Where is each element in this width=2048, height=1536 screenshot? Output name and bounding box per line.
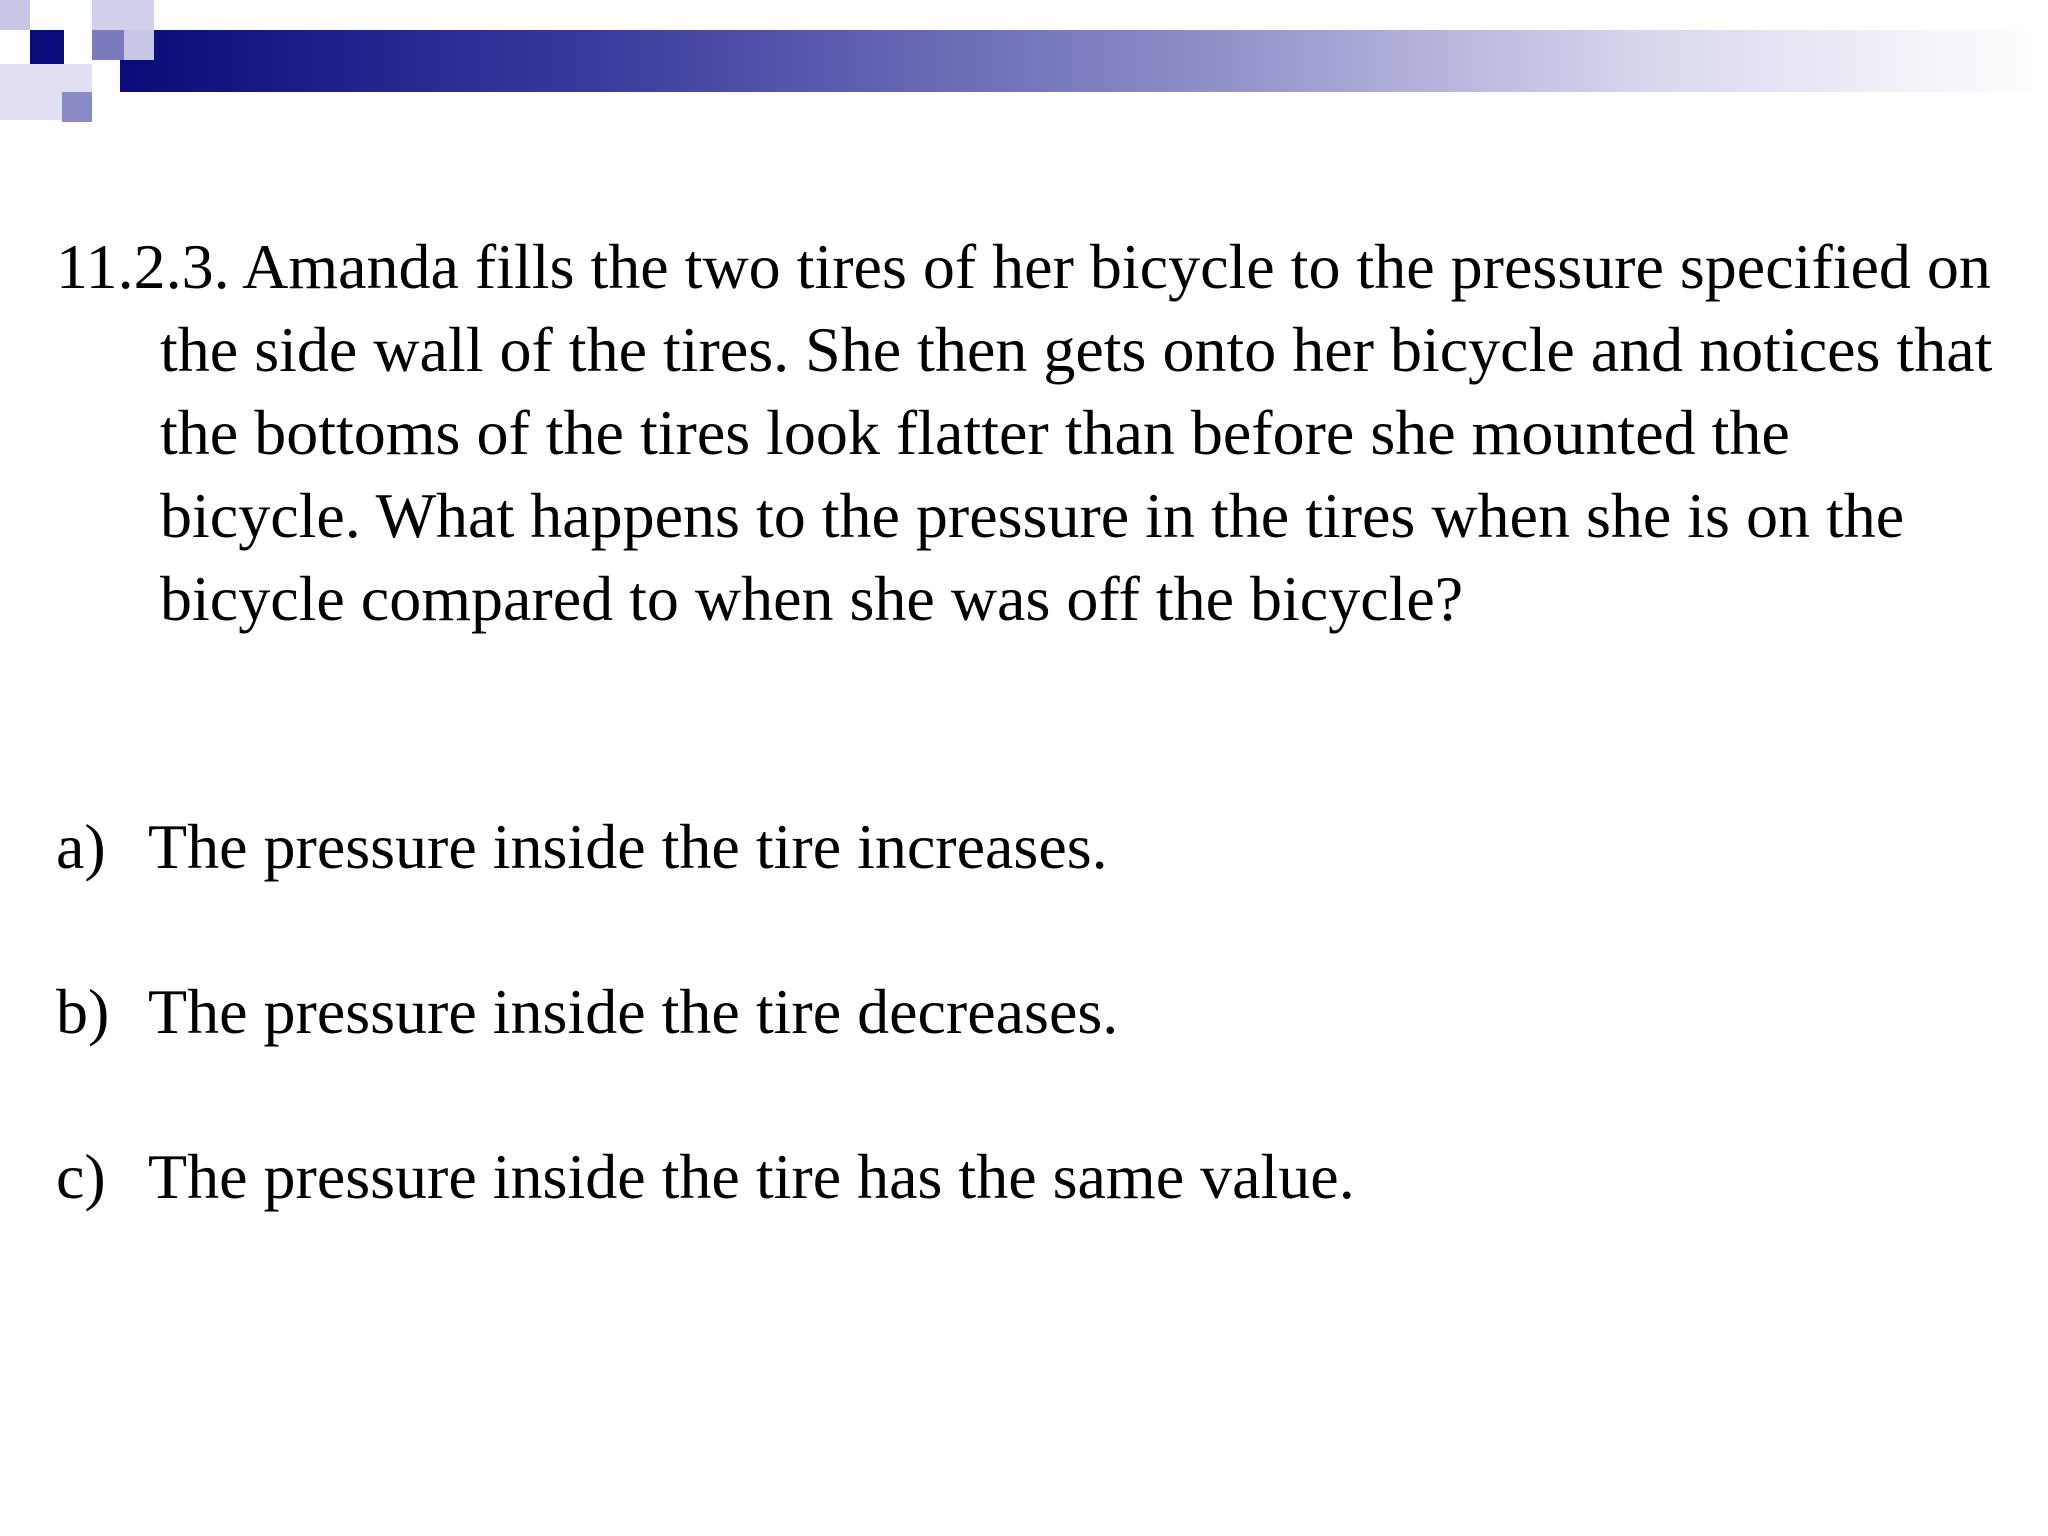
option-letter: a)	[56, 811, 106, 882]
option-text: The pressure inside the tire decreases.	[148, 976, 1119, 1047]
decorative-square	[0, 0, 30, 30]
decorative-square	[92, 30, 124, 60]
option-letter: b)	[56, 976, 110, 1047]
option-b	[56, 970, 1118, 1053]
option-text: The pressure inside the tire has the same value.	[148, 1141, 1355, 1212]
option-text: The pressure inside the tire increases.	[148, 811, 1108, 882]
option-a	[56, 805, 1108, 888]
header-gradient-bar	[120, 30, 2040, 92]
decorative-square	[92, 0, 154, 30]
slide-content	[56, 225, 2006, 1212]
question-text: 11.2.3. Amanda fills the two tires of her bicycle to the pressure specified on the side wall of the tires. She then gets onto her bicycle and notices that the bottoms of the tires look flatter than before she mounted the bicycle. What happens to the pressure in the tires when she is on the bicycle compared to when she was off the bicycle?	[56, 231, 1993, 634]
option-c	[56, 1135, 1355, 1218]
decorative-square	[62, 92, 92, 122]
decorative-square	[30, 30, 64, 64]
option-letter: c)	[56, 1141, 106, 1212]
decorative-square	[124, 30, 154, 60]
